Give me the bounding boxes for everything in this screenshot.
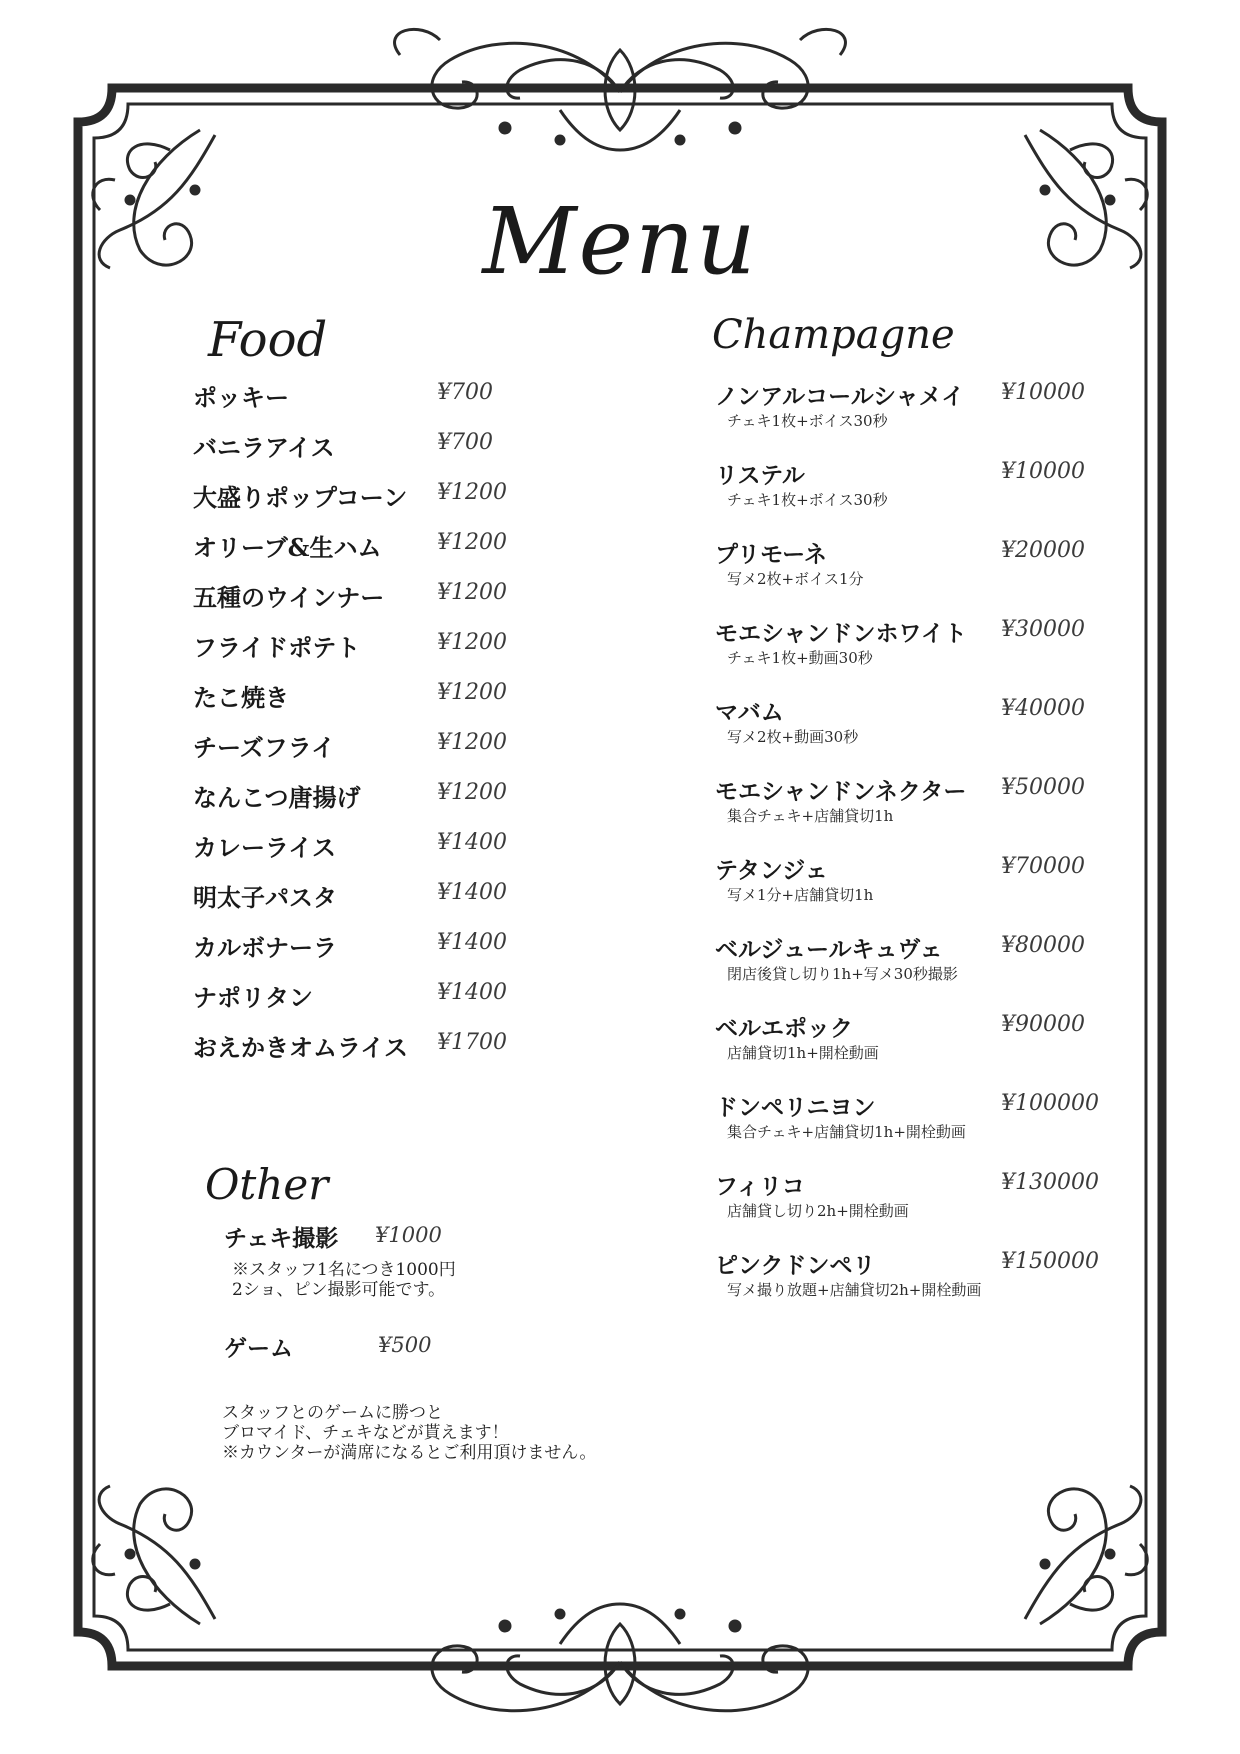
food-price: ¥1400: [437, 880, 507, 905]
champagne-item: [715, 378, 1135, 457]
champagne-price: ¥20000: [1001, 538, 1085, 563]
food-item: [193, 978, 523, 1028]
corner-flourish-bottom-right: [1025, 1486, 1147, 1624]
champagne-price: ¥10000: [1001, 380, 1085, 405]
champagne-item: [715, 694, 1135, 773]
footer-line3: ※カウンターが満席になるとご利用頂けません。: [222, 1443, 597, 1463]
champagne-item: [715, 1089, 1135, 1168]
champagne-name: ドンペリニヨン: [715, 1094, 876, 1121]
food-price: ¥1400: [437, 830, 507, 855]
food-name: カレーライス: [193, 833, 337, 862]
food-item: [193, 428, 523, 478]
game-price: ¥500: [378, 1333, 432, 1357]
food-name: おえかきオムライス: [193, 1033, 409, 1062]
food-name: チーズフライ: [193, 733, 336, 762]
food-name: 明太子パスタ: [193, 883, 337, 912]
corner-flourish-bottom-left: [93, 1486, 215, 1624]
champagne-price: ¥30000: [1001, 617, 1085, 642]
food-price: ¥1700: [437, 1030, 507, 1055]
food-name: ポッキー: [193, 383, 289, 412]
champagne-price: ¥90000: [1001, 1012, 1085, 1037]
cheki-name: チェキ撮影: [224, 1225, 339, 1252]
champagne-note: 写メ1分+店舗貸切1h: [727, 886, 874, 904]
food-item: [193, 578, 523, 628]
food-name: フライドポテト: [193, 633, 361, 662]
food-price: ¥1200: [437, 630, 507, 655]
champagne-price: ¥70000: [1001, 854, 1085, 879]
champagne-note: 店舗貸し切り2h+開栓動画: [727, 1202, 909, 1220]
champagne-name: モエシャンドンホワイト: [715, 620, 967, 647]
champagne-price: ¥100000: [1001, 1091, 1099, 1116]
champagne-section-title: Champagne: [712, 312, 955, 358]
champagne-item: [715, 1168, 1135, 1247]
champagne-note: 集合チェキ+店舗貸切1h: [727, 807, 894, 825]
food-item: [193, 728, 523, 778]
food-item: [193, 378, 523, 428]
champagne-note: 集合チェキ+店舗貸切1h+開栓動画: [727, 1123, 966, 1141]
footer-line1: スタッフとのゲームに勝つと: [222, 1403, 443, 1423]
food-price: ¥1200: [437, 780, 507, 805]
food-price: ¥1200: [437, 580, 507, 605]
champagne-price: ¥130000: [1001, 1170, 1099, 1195]
other-section-title: Other: [205, 1160, 329, 1209]
footer-line2: ブロマイド、チェキなどが貰えます！: [222, 1423, 509, 1443]
game-name: ゲーム: [224, 1335, 293, 1362]
food-item: [193, 928, 523, 978]
champagne-name: ベルジュールキュヴェ: [715, 936, 943, 963]
food-name: 五種のウインナー: [193, 583, 385, 612]
champagne-note: 写メ2枚+動画30秒: [727, 728, 859, 746]
menu-title: Menu: [482, 188, 758, 295]
champagne-note: 写メ撮り放題+店舗貸切2h+開栓動画: [727, 1281, 982, 1299]
cheki-note-line1: ※スタッフ1名につき1000円: [232, 1260, 456, 1280]
food-name: ナポリタン: [193, 983, 313, 1012]
champagne-name: リステル: [715, 462, 805, 489]
cheki-note-line2: 2ショ、ピン撮影可能です。: [232, 1280, 446, 1300]
champagne-name: ベルエポック: [715, 1015, 853, 1042]
food-price: ¥700: [437, 380, 493, 405]
food-item: [193, 778, 523, 828]
champagne-price: ¥10000: [1001, 459, 1085, 484]
champagne-item: [715, 1247, 1135, 1326]
champagne-item: [715, 773, 1135, 852]
food-price: ¥700: [437, 430, 493, 455]
food-item: [193, 828, 523, 878]
food-name: オリーブ&生ハム: [193, 533, 382, 562]
champagne-price: ¥80000: [1001, 933, 1085, 958]
champagne-note: 写メ2枚+ボイス1分: [727, 570, 864, 588]
food-price: ¥1200: [437, 530, 507, 555]
champagne-name: マバム: [715, 699, 784, 726]
champagne-note: チェキ1枚+動画30秒: [727, 649, 873, 667]
champagne-name: ピンクドンペリ: [715, 1252, 876, 1279]
food-price: ¥1200: [437, 480, 507, 505]
food-item: [193, 1028, 523, 1078]
champagne-item: [715, 615, 1135, 694]
champagne-note: 店舗貸切1h+開栓動画: [727, 1044, 879, 1062]
champagne-name: フィリコ: [715, 1173, 805, 1200]
food-item: [193, 628, 523, 678]
champagne-item: [715, 536, 1135, 615]
champagne-list: [715, 378, 1135, 1326]
champagne-name: ノンアルコールシャメイ: [715, 383, 965, 410]
food-price: ¥1200: [437, 680, 507, 705]
food-item: [193, 528, 523, 578]
food-name: バニラアイス: [193, 433, 335, 462]
food-name: なんこつ唐揚げ: [193, 783, 361, 812]
champagne-name: テタンジェ: [715, 857, 828, 884]
champagne-note: チェキ1枚+ボイス30秒: [727, 412, 888, 430]
food-name: カルボナーラ: [193, 933, 337, 962]
food-item: [193, 878, 523, 928]
food-item: [193, 478, 523, 528]
champagne-item: [715, 852, 1135, 931]
champagne-price: ¥50000: [1001, 775, 1085, 800]
food-list: [193, 378, 523, 1078]
champagne-name: モエシャンドンネクター: [715, 778, 967, 805]
bottom-flourish: [432, 1604, 808, 1711]
food-item: [193, 678, 523, 728]
champagne-name: プリモーネ: [715, 541, 828, 568]
food-section-title: Food: [208, 312, 328, 368]
champagne-item: [715, 457, 1135, 536]
food-price: ¥1200: [437, 730, 507, 755]
champagne-item: [715, 931, 1135, 1010]
cheki-price: ¥1000: [375, 1223, 442, 1247]
champagne-price: ¥40000: [1001, 696, 1085, 721]
champagne-note: チェキ1枚+ボイス30秒: [727, 491, 888, 509]
champagne-item: [715, 1010, 1135, 1089]
food-price: ¥1400: [437, 980, 507, 1005]
champagne-note: 閉店後貸し切り1h+写メ30秒撮影: [727, 965, 958, 983]
champagne-price: ¥150000: [1001, 1249, 1099, 1274]
food-name: 大盛りポップコーン: [193, 483, 408, 512]
food-price: ¥1400: [437, 930, 507, 955]
food-name: たこ焼き: [193, 683, 289, 712]
